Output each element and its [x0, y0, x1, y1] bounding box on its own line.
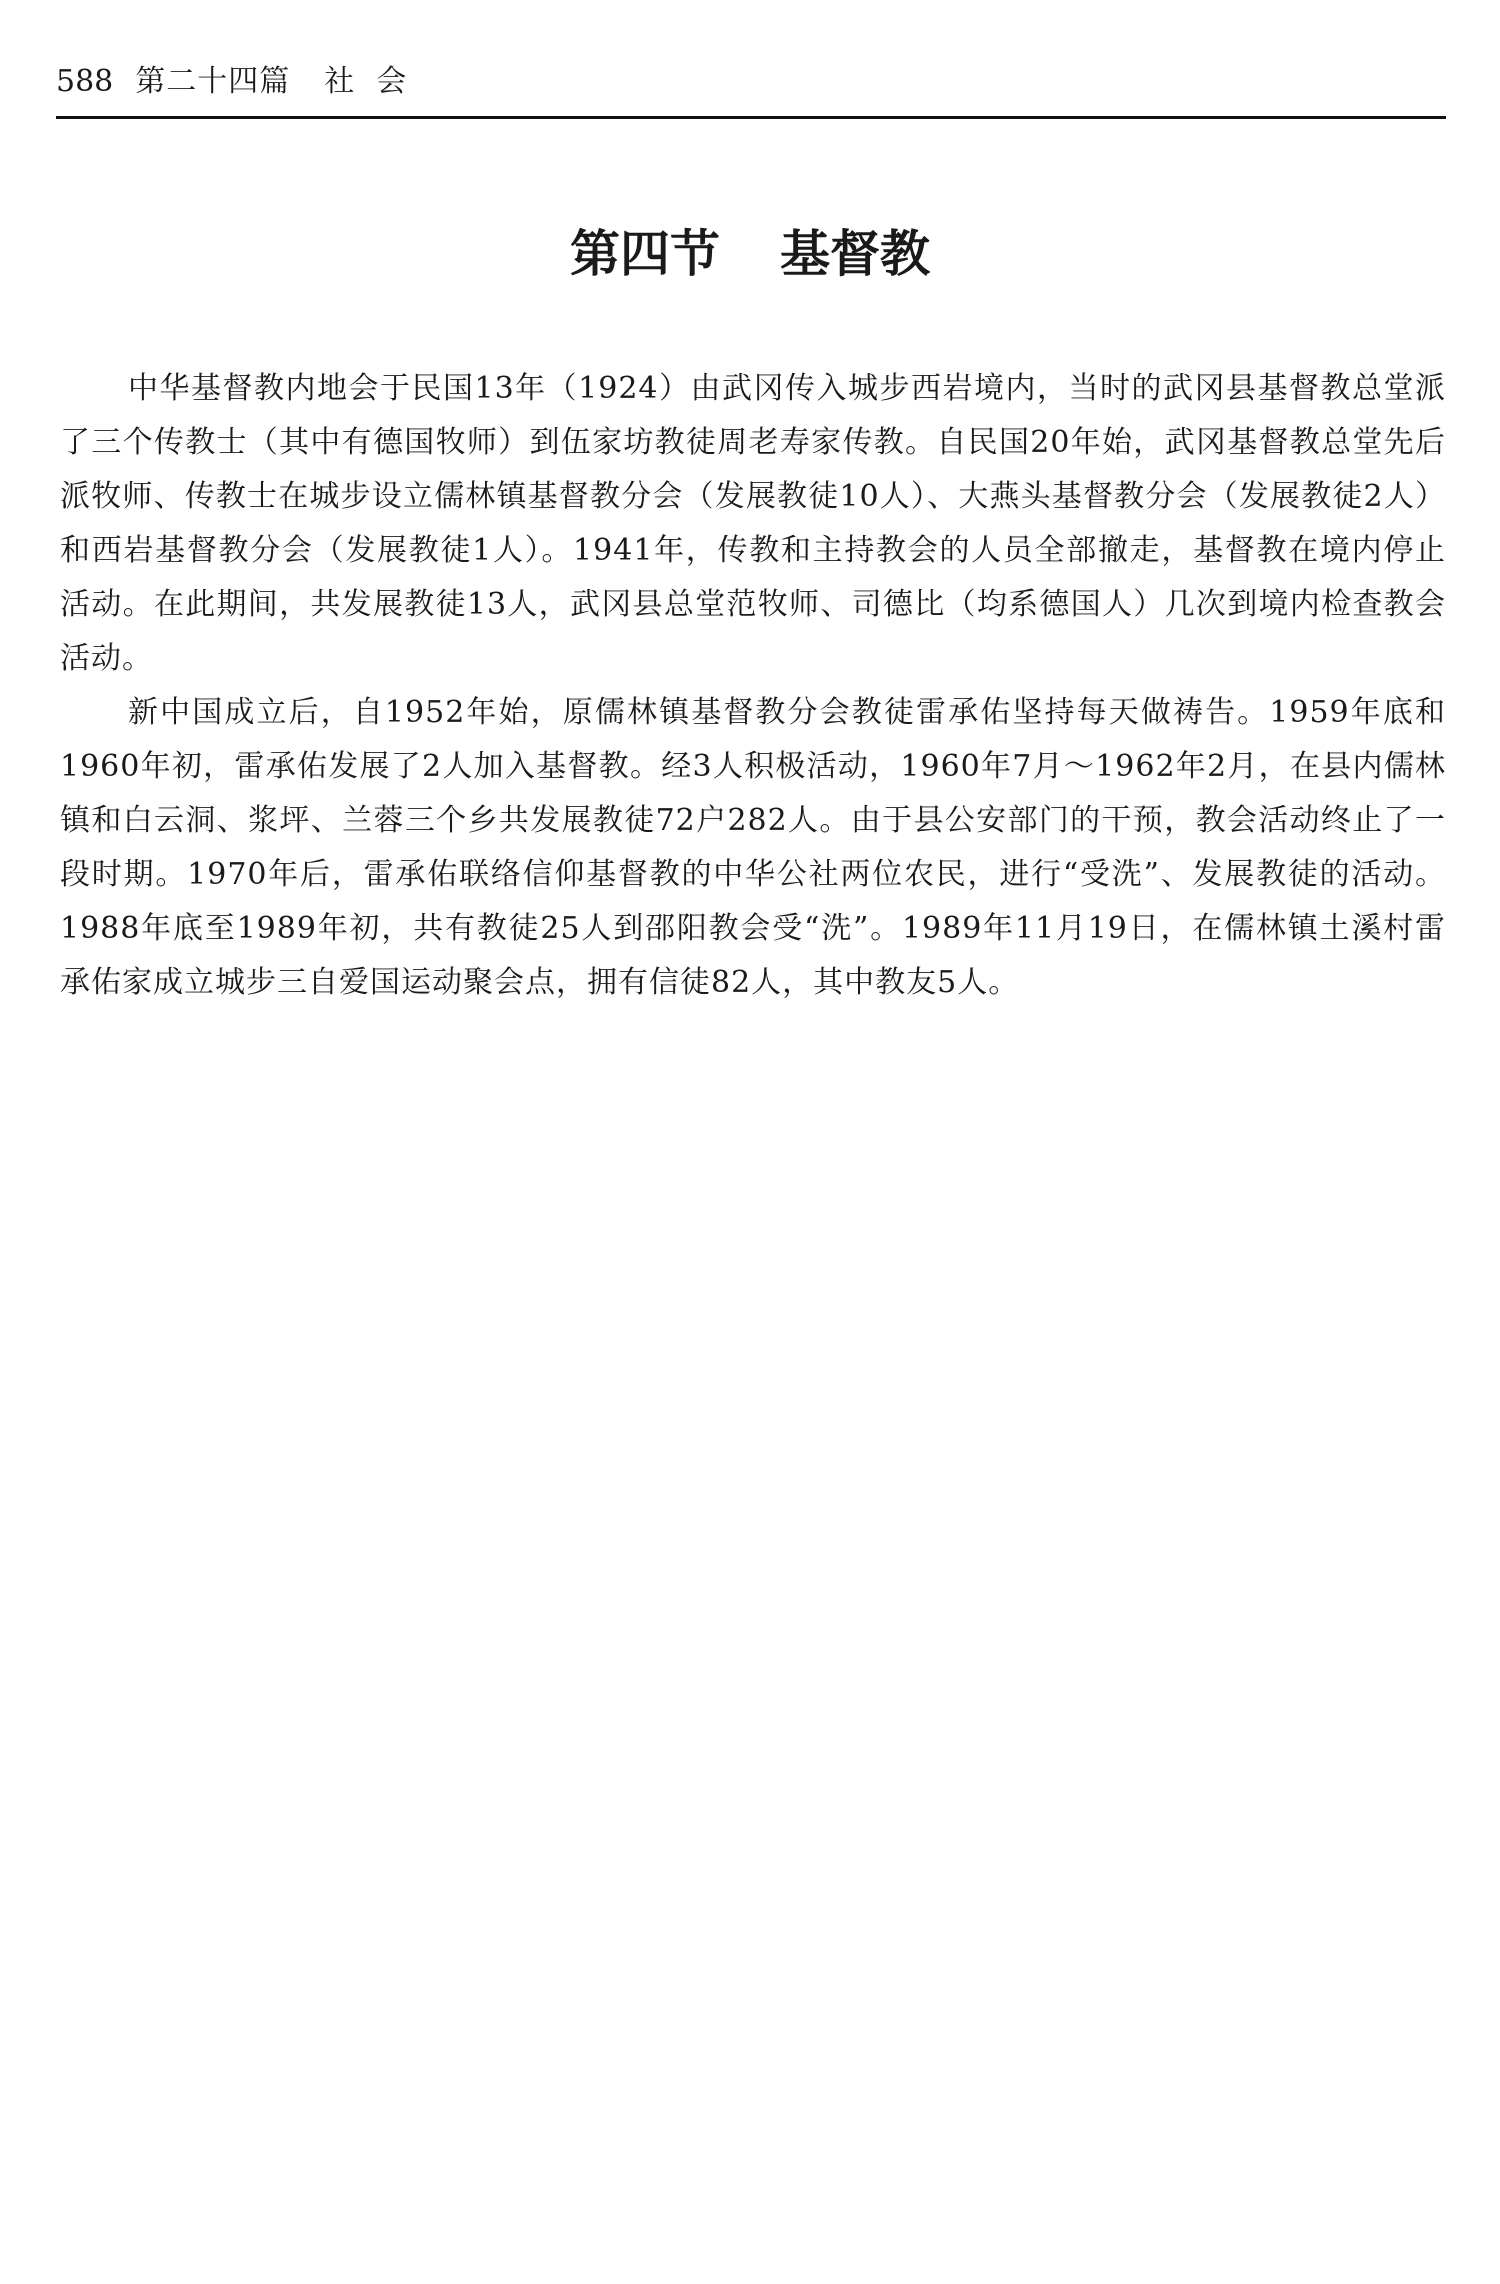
- section-number: 第四节: [570, 225, 720, 283]
- part-title: 第二十四篇: [135, 64, 291, 99]
- section-heading: [0, 222, 1500, 286]
- header-rule: [56, 116, 1446, 119]
- paragraph-1: 中华基督教内地会于民国13年（1924）由武冈传入城步西岩境内，当时的武冈县基督教总堂派了三个传教士（其中有德国牧师）到伍家坊教徒周老寿家传教。自民国20年始，武冈基督教总堂先后派牧师、传教士在城步设立儒林镇基督教分会（发展教徒10人）、大燕头基督教分会（发展教徒2人）和西岩基督教分会（发展教徒1人）。1941年，传教和主持教会的人员全部撤走，基督教在境内停止活动。在此期间，共发展教徒13人，武冈县总堂范牧师、司德比（均系德国人）几次到境内检查教会活动。: [60, 371, 1446, 676]
- running-header: [56, 62, 428, 102]
- page-number: 588: [56, 64, 114, 99]
- section-title: 基督教: [780, 225, 930, 283]
- running-section-name: 社会: [324, 64, 429, 99]
- body-text: [60, 362, 1446, 1010]
- paragraph-2: 新中国成立后，自1952年始，原儒林镇基督教分会教徒雷承佑坚持每天做祷告。1959年底和1960年初，雷承佑发展了2人加入基督教。经3人积极活动，1960年7月～1962年2月，在县内儒林镇和白云洞、浆坪、兰蓉三个乡共发展教徒72户282人。由于县公安部门的干预，教会活动终止了一段时期。1970年后，雷承佑联络信仰基督教的中华公社两位农民，进行“受洗”、发展教徒的活动。1988年底至1989年初，共有教徒25人到邵阳教会受“洗”。1989年11月19日，在儒林镇土溪村雷承佑家成立城步三自爱国运动聚会点，拥有信徒82人，其中教友5人。: [60, 695, 1446, 1000]
